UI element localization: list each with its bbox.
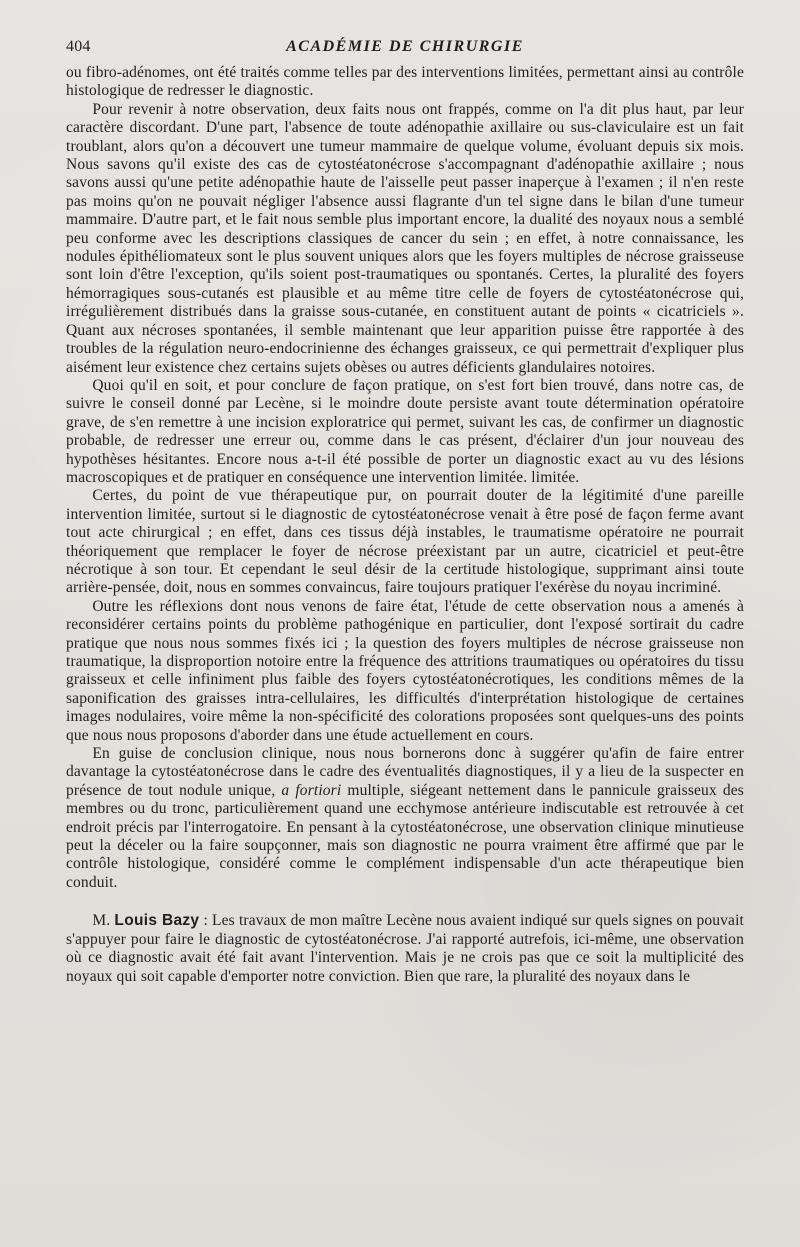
paragraph-clinical-conclusion-part-2: multiple, siégeant nettement dans le pannicule graisseux des membres ou du tronc, particulièrement quand une ecchymose antérieure indiscutable est retrouvée à cet endroit précis par l'interrogatoire. En pensant à la cytostéatonécrose, une observation clinique minutieuse peut la déceler ou la faire soupçonner, mais son diagnostic ne pourra vraiment être affirmé que par le contrôle histologique, considéré comme le complément indispensable d'un acte thérapeutique bien conduit. — [66, 781, 744, 891]
speaker-prefix: M. — [92, 912, 115, 930]
paragraph-speaker-remark — [66, 912, 744, 986]
paragraph-clinical-conclusion — [66, 745, 744, 892]
running-header — [66, 38, 744, 62]
paragraph-continuation: ou fibro-adénomes, ont été traités comme telles par des interventions limitées, permettant ainsi au contrôle histologique de redresser le diagnostic. — [66, 64, 744, 100]
paragraph-reflections: Outre les réflexions dont nous venons de faire état, l'étude de cette observation nous a amenés à reconsidérer certains points du problème pathogénique en particulier, dont l'exposé sortirait du cadre pratique que nous nous sommes fixés ici ; la question des foyers multiples de nécrose graisseuse non traumatique, la disproportion notoire entre la fréquence des attritions traumatiques ou opératoires du tissu graisseux et celle infiniment plus faible des foyers cytostéatonécrotiques, les conditions mêmes de la saponification des graisses intra-cellulaires, les difficultés d'interprétation histologique de certaines images nodulaires, voire même la non-spécificité des colorations proposées sont quelques-uns des points que nous nous proposons d'aborder dans une étude actuellement en cours. — [66, 597, 744, 744]
paragraph-therapeutic-view: Certes, du point de vue thérapeutique pur, on pourrait douter de la légitimité d'une pareille intervention limitée, surtout si le diagnostic de cytostéatonécrose venait à être posé de façon ferme avant tout acte chirurgical ; en effet, dans ces tissus déjà instables, le traumatisme opératoire ne pourrait théoriquement que remplacer le foyer de nécrose préexistant par un autre, cicatriciel et peut-être nécrotique à son tour. Et cependant le seul désir de la certitude histologique, supprimant ainsi toute arrière-pensée, doit, nous en sommes convaincus, faire toujours pratiquer l'exérèse du noyau incriminé. — [66, 487, 744, 597]
paragraph-observation: Pour revenir à notre observation, deux faits nous ont frappés, comme on l'a dit plus haut, par leur caractère discordant. D'une part, l'absence de toute adénopathie axillaire ou sus-claviculaire est un fait troublant, alors qu'on a découvert une tumeur mammaire de quelque volume, évoluant depuis six mois. Nous savons qu'il existe des cas de cytostéatonécrose s'accompagnant d'adénopathie axillaire ; nous savons aussi qu'une petite adénopathie haute de l'aisselle peut passer inaperçue à l'examen ; il n'en reste pas moins qu'on ne pouvait négliger l'absence aussi flagrante d'un tel signe dans le bilan d'une tumeur mammaire. D'autre part, et le fait nous semble plus important encore, la dualité des noyaux nous a semblé peu conforme avec les descriptions classiques de cancer du sein ; en effet, à notre connaissance, les nodules épithéliomateux sont le plus souvent uniques alors que les foyers multiples de nécrose graisseuse sont loin d'être l'exception, qu'ils soient post-traumatiques ou spontanés. Certes, la pluralité des foyers hémorragiques sous-cutanés est plausible et au même titre celle de foyers de cytostéatonécrose qui, irrégulièrement distribués dans la graisse sous-cutanée, en constituent autant de points « cicatriciels ». Quant aux nécroses spontanées, il semble maintenant que leur apparition puisse être rapportée à des troubles de la régulation neuro-endocrinienne des échanges graisseux, ce qui permettrait d'expliquer plus aisément leur existence chez certains sujets obèses ou autres déficients glandulaires notoires. — [66, 100, 744, 376]
journal-title: ACADÉMIE DE CHIRURGIE — [286, 38, 524, 55]
paragraph-clinical-conclusion-part-1: En guise de conclusion clinique, nous nous bornerons donc à suggérer qu'afin de faire entrer davantage la cytostéatonécrose dans le cadre des éventualités diagnostiques, il y a lieu de la suspecter en présence de tout nodule unique, — [66, 745, 744, 799]
speaker-text: : Les travaux de mon maître Lecène nous avaient indiqué sur quels signes on pouvait s'appuyer pour faire le diagnostic de cytostéatonécrose. J'ai rapporté autrefois, ici-même, une observation où ce diagnostic avait été fait avant l'intervention. Mais je ne crois pas que ce soit la multiplicité des noyaux qui soit capable d'emporter notre conviction. Bien que rare, la pluralité des noyaux dans le — [66, 912, 744, 985]
paragraph-clinical-conclusion-italic: a fortiori — [281, 781, 342, 799]
body-text — [66, 64, 744, 986]
speaker-name: Louis Bazy — [114, 912, 200, 930]
paragraph-practical-conclusion: Quoi qu'il en soit, et pour conclure de façon pratique, on s'est fort bien trouvé, dans notre cas, de suivre le conseil donné par Lecène, si le moindre doute persiste avant toute détermination opératoire grave, de s'en remettre à une incision exploratrice qui permet, suivant les cas, de confirmer un diagnostic probable, de redresser une erreur ou, comme dans le cas présent, d'éclairer d'un jour nouveau des hypothèses hésitantes. Encore nous a-t-il été possible de porter un diagnostic exact au vu des lésions macroscopiques et de pratiquer en conséquence une intervention limitée. limitée. — [66, 376, 744, 486]
page-number: 404 — [66, 38, 91, 55]
